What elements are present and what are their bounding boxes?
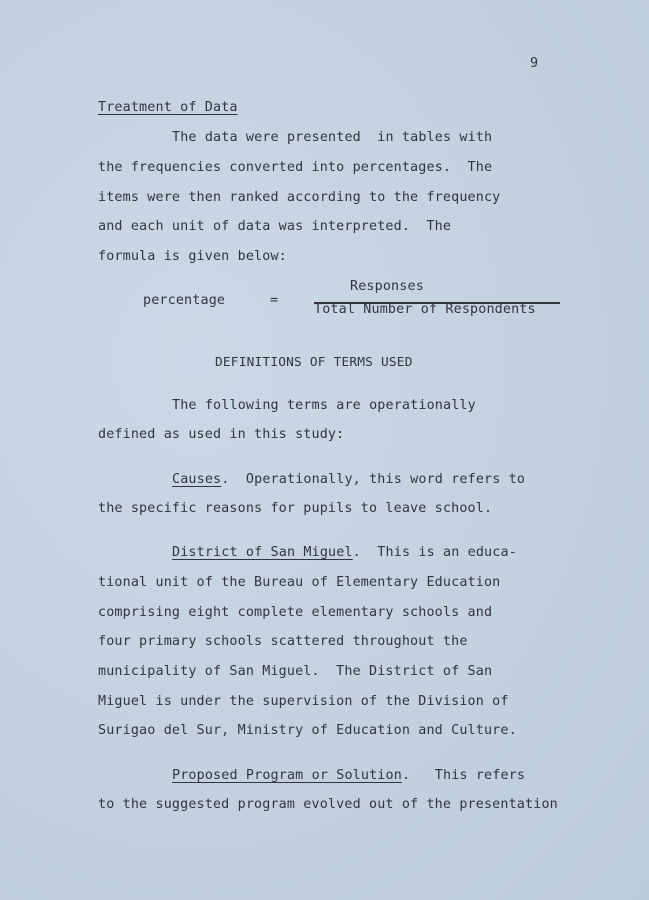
paragraph-line: to the suggested program evolved out of the presentation bbox=[98, 797, 558, 812]
term-proposed-program: Proposed Program or Solution bbox=[172, 768, 402, 783]
paragraph-line: items were then ranked according to the frequency bbox=[98, 190, 501, 205]
term-causes-line: Causes. Operationally, this word refers to bbox=[172, 472, 526, 487]
paragraph-line: tional unit of the Bureau of Elementary Education bbox=[98, 575, 501, 590]
paragraph-line: The following terms are operationally bbox=[172, 398, 476, 413]
formula-numerator: Responses bbox=[350, 279, 424, 294]
term-district-line: District of San Miguel. This is an educa- bbox=[172, 545, 517, 560]
paragraph-line: the frequencies converted into percentages. The bbox=[98, 160, 493, 175]
paragraph-line: defined as used in this study: bbox=[98, 427, 345, 442]
paragraph-line: four primary schools scattered throughout the bbox=[98, 634, 468, 649]
page-number: 9 bbox=[530, 56, 539, 71]
paragraph-line: Surigao del Sur, Ministry of Education and Culture. bbox=[98, 723, 517, 738]
paragraph-line: formula is given below: bbox=[98, 249, 287, 264]
paragraph-line: Miguel is under the supervision of the Division of bbox=[98, 694, 509, 709]
formula-lhs: percentage bbox=[143, 293, 226, 308]
section-heading-treatment-of-data: Treatment of Data bbox=[98, 100, 238, 115]
paragraph-line: The data were presented in tables with bbox=[172, 130, 493, 145]
formula-denominator: Total Number of Respondents bbox=[314, 302, 536, 317]
term-district-of-san-miguel: District of San Miguel bbox=[172, 545, 353, 560]
term-causes: Causes bbox=[172, 472, 222, 487]
paragraph-line: comprising eight complete elementary schools and bbox=[98, 605, 493, 620]
section-heading-definitions: DEFINITIONS OF TERMS USED bbox=[215, 355, 413, 370]
paragraph-line: municipality of San Miguel. The District of San bbox=[98, 664, 493, 679]
paragraph-line: the specific reasons for pupils to leave school. bbox=[98, 501, 493, 516]
paragraph-line: and each unit of data was interpreted. The bbox=[98, 219, 452, 234]
formula-equals: = bbox=[270, 293, 279, 308]
term-program-line: Proposed Program or Solution. This refers bbox=[172, 768, 526, 783]
